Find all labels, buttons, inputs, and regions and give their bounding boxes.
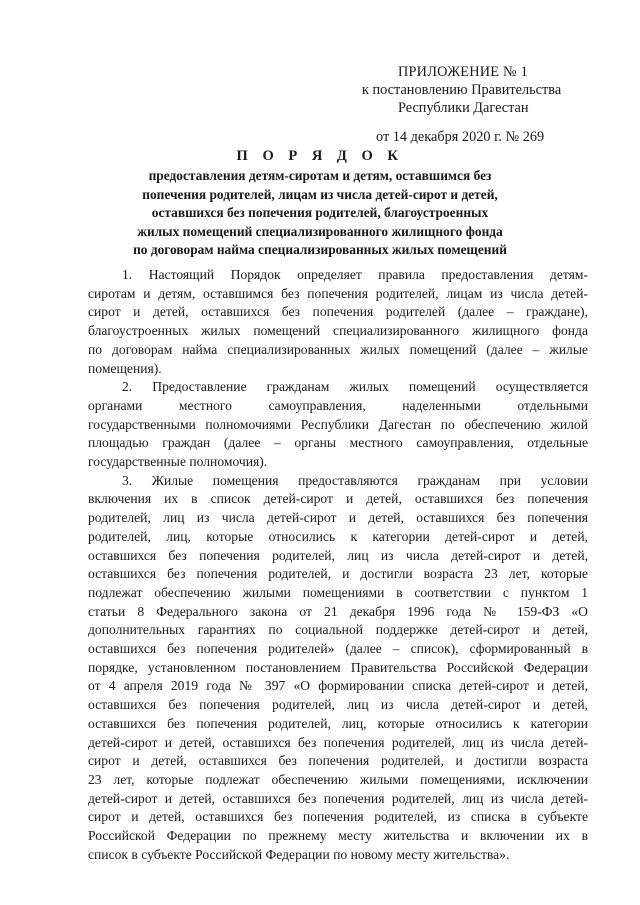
text-line: детей-сирот и детей, оставшихся без попечения родителей, лиц из числа детей- xyxy=(88,790,588,806)
subtitle-line: попечения родителей, лицам из числа детей-сирот и детей, xyxy=(142,186,498,202)
text-line: государственными полномочиями Республики Дагестан по обеспечению жилой xyxy=(88,416,588,432)
text-line: Российской Федерации по прежнему месту жительства и включении их в xyxy=(88,828,588,844)
paragraph-1 xyxy=(88,266,588,378)
appendix-title: ПРИЛОЖЕНИЕ № 1 xyxy=(398,64,528,80)
text-line: детей-сирот и детей, оставшихся без попечения родителей, лиц из числа детей- xyxy=(88,734,588,750)
text-line: по договорам найма специализированных жилых помещений (далее – жилые xyxy=(88,341,588,357)
appendix-block xyxy=(362,63,612,146)
text-line: статьи 8 Федерального закона от 21 декабря 1996 года № 159-ФЗ «О xyxy=(88,603,588,619)
text-line: помещения). xyxy=(88,360,162,376)
text-line: родителей, лиц, которые относились к категории детей-сирот и детей, xyxy=(88,528,588,544)
text-line: порядке, установленном постановлением Правительства Российской Федерации xyxy=(88,659,588,675)
text-line: органами местного самоуправления, наделенными отдельными xyxy=(88,397,588,413)
text-line: сирот и детей, оставшихся без попечения родителей, и достигли возраста xyxy=(88,753,588,769)
text-line: сирот и детей, оставшихся без попечения родителей (далее – граждане), xyxy=(88,304,588,320)
text-line: оставшихся без попечения родителей, лиц из числа детей-сирот и детей, xyxy=(88,697,588,713)
text-line: 2. Предоставление гражданам жилых помещений осуществляется xyxy=(122,379,588,395)
text-line: включения их в список детей-сирот и детей, оставшихся без попечения xyxy=(88,491,588,507)
text-line: оставшихся без попечения родителей, и достигли возраста 23 лет, которые xyxy=(88,566,588,582)
text-line: сиротам и детям, оставшимся без попечения родителей, лицам из числа детей- xyxy=(88,285,588,301)
text-line: список в субъекте Российской Федерации по новому месту жительства». xyxy=(88,846,510,862)
text-line: сирот и детей, оставшихся без попечения родителей, из списка в субъекте xyxy=(88,809,588,825)
document-subtitle xyxy=(80,167,560,260)
document-heading: П О Р Я Д О К xyxy=(236,148,404,164)
subtitle-line: оставшихся без попечения родителей, благоустроенных xyxy=(151,205,489,221)
text-line: 1. Настоящий Порядок определяет правила предоставления детям- xyxy=(122,267,588,282)
text-line: 3. Жилые помещения предоставляются гражданам при условии xyxy=(122,472,588,488)
subtitle-line: по договорам найма специализированных жилых помещений xyxy=(133,242,507,258)
paragraph-3 xyxy=(88,472,588,865)
text-line: благоустроенных жилых помещений специализированного жилищного фонда xyxy=(88,323,588,339)
text-line: родителей, лиц из числа детей-сирот и детей, оставшихся без попечения xyxy=(88,510,588,526)
text-line: оставшихся без попечения родителей, лиц из числа детей-сирот и детей, xyxy=(88,547,588,563)
text-line: оставшихся без попечения родителей» (далее – список), сформированный в xyxy=(88,641,588,657)
subtitle-line: предоставления детям-сиротам и детям, оставшимся без xyxy=(148,168,492,183)
appendix-reference: к постановлению Правительства xyxy=(362,82,562,98)
text-line: оставшихся без попечения родителей, лиц, которые относились к категории xyxy=(88,715,588,731)
appendix-date: от 14 декабря 2020 г. № 269 xyxy=(376,129,545,145)
text-line: дополнительных гарантиях по социальной поддержке детей-сирот и детей, xyxy=(88,622,588,638)
text-line: от 4 апреля 2019 года № 397 «О формировании списка детей-сирот и детей, xyxy=(88,678,588,694)
text-line: площадью граждан (далее – органы местного самоуправления, отдельные xyxy=(88,435,588,451)
subtitle-line: жилых помещений специализированного жилищного фонда xyxy=(137,223,503,239)
text-line: государственные полномочия). xyxy=(88,454,268,470)
text-line: подлежат обеспечению жилыми помещениями в соответствии с пунктом 1 xyxy=(88,584,588,600)
text-line: 23 лет, которые подлежат обеспечению жилыми помещениями, исключении xyxy=(88,771,588,787)
paragraph-2 xyxy=(88,378,588,472)
appendix-region: Республики Дагестан xyxy=(398,100,529,116)
document-body xyxy=(88,266,588,865)
